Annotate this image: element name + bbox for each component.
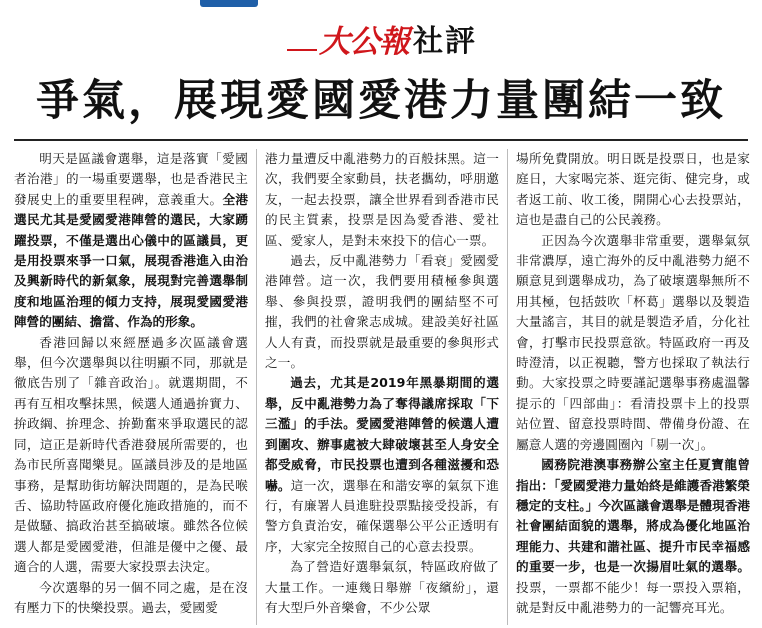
paragraph (265, 557, 499, 618)
paragraph-text: 港力量遭反中亂港勢力的百般抹黑。這一次，我們要全家動員，扶老攜幼，呼朋邀友，一起去投票，讓全世界看到香港市民的民主質素，投票是因為愛香港、愛社區、愛家人，是對未來投下的信心一票。 (265, 151, 499, 248)
column-3 (507, 149, 750, 625)
paragraph (265, 149, 499, 251)
section-title: 社評 (413, 24, 477, 59)
column-2 (256, 149, 499, 625)
paragraph (516, 455, 750, 618)
masthead (0, 14, 762, 62)
paragraph-text: 香港回歸以來經歷過多次區議會選舉，但今次選舉與以往明顯不同，那就是徹底告別了「雜音政治」。就選期間，不再有互相攻擊抹黑，候選人通過拚實力、拚政綱、拚理念、拚勤奮來爭取選民的認同，這正是新時代香港發展所需要的，也為市民所喜聞樂見。區議員涉及的是地區事務，是幫助街坊解決問題的，是為民喉舌、協助特區政府優化施政措施的，而不是做騷、搞政治甚至搞破壞。雖然各位候選人都是愛國愛港，但誰是優中之優、最適合的人選，需要大家投票去決定。 (14, 334, 248, 575)
paragraph-text: 為了營造好選舉氣氛，特區政府做了大量工作。一連幾日舉辦「夜繽紛」，還有大型戶外音樂會，不少公眾 (265, 559, 499, 615)
paragraph (516, 149, 750, 231)
paragraph (516, 231, 750, 455)
paragraph-text: 明天是區議會選舉，這是落實「愛國者治港」的一場重要選舉，也是香港民主發展史上的重要里程碑，意義重大。 (14, 151, 248, 207)
column-1 (14, 149, 248, 625)
top-tab-marker (200, 0, 258, 7)
paragraph-text: 場所免費開放。明日既是投票日，也是家庭日，大家喝完茶、逛完街、健完身，或者返工前、收工後，開開心心去投票站，這也是盡自己的公民義務。 (516, 151, 750, 228)
paragraph (14, 578, 248, 619)
paragraph-text: 正因為今次選舉非常重要，選舉氣氛非常濃厚，遠亡海外的反中亂港勢力絕不願意見到選舉成功，為了破壞選舉無所不用其極，包括鼓吹「杯葛」選舉以及製造大量謠言，其目的就是製造矛盾，分化社會，打擊市民投票意欲。特區政府一再及時澄清，以正視聽，警方也採取了執法行動。大家投票之時要謹記選舉事務處溫馨提示的「四部曲」：看清投票卡上的投票站位置、留意投票時間、帶備身份證、在屬意人選的旁邊圓圈內「剔一次」。 (516, 232, 750, 452)
paragraph-text: 投票，一票都不能少！每一票投入票箱，就是對反中亂港勢力的一記響亮耳光。 (516, 579, 750, 615)
headline-divider (14, 139, 748, 141)
paragraph-text: 今次選舉的另一個不同之處，是在沒有壓力下的快樂投票。過去，愛國愛 (14, 579, 248, 615)
paragraph-text: 過去，反中亂港勢力「看衰」愛國愛港陣營。這一次，我們要用積極參與選舉、參與投票，證明我們的團結堅不可摧，我們的社會衆志成城。建設美好社區人人有責，而投票就是最重要的參與形式之一。 (265, 253, 499, 371)
paragraph (14, 149, 248, 333)
paragraph (14, 333, 248, 578)
newspaper-logo (285, 16, 409, 61)
paragraph-bold-text: 國務院港澳事務辦公室主任夏寶龍曾指出：「愛國愛港力量始終是維護香港繁榮穩定的支柱。」今次區議會選舉是體現香港社會團結面貌的選舉，將成為優化地區治理能力、共建和諧社區、提升市民幸福感的重要一步，也是一次揚眉吐氣的選舉。 (516, 457, 750, 575)
logo-wave-left (287, 49, 317, 51)
article-body (14, 149, 750, 625)
paragraph-text: 這一次，選舉在和諧安寧的氣氛下進行，有廉署人員進駐投票點接受投訴，有警方負責治安，確保選舉公平公正透明有序，大家完全按照自己的心意去投票。 (265, 477, 499, 554)
paragraph-bold-text: 過去，尤其是2019年黑暴期間的選舉，反中亂港勢力為了奪得議席採取「下三濫」的手法。愛國愛港陣營的候選人遭到圍攻、辦事處被大肆破壞甚至人身安全都受威脅，市民投票也遭到各種滋擾和恐嚇。 (265, 375, 499, 493)
paragraph (265, 251, 499, 373)
paragraph-bold-text: 全港選民尤其是愛國愛港陣營的選民，大家踴躍投票，不僅是選出心儀中的區議員，更是用投票來爭一口氣，展現香港進入由治及興新時代的新氣象，展現對完善選舉制度和地區治理的傾力支持，展現愛國愛港陣營的團結、擔當、作為的形象。 (14, 191, 248, 330)
headline: 爭氣，展現愛國愛港力量團結一致 (36, 76, 726, 126)
paragraph (265, 373, 499, 557)
logo-text: 大公報 (319, 23, 409, 60)
